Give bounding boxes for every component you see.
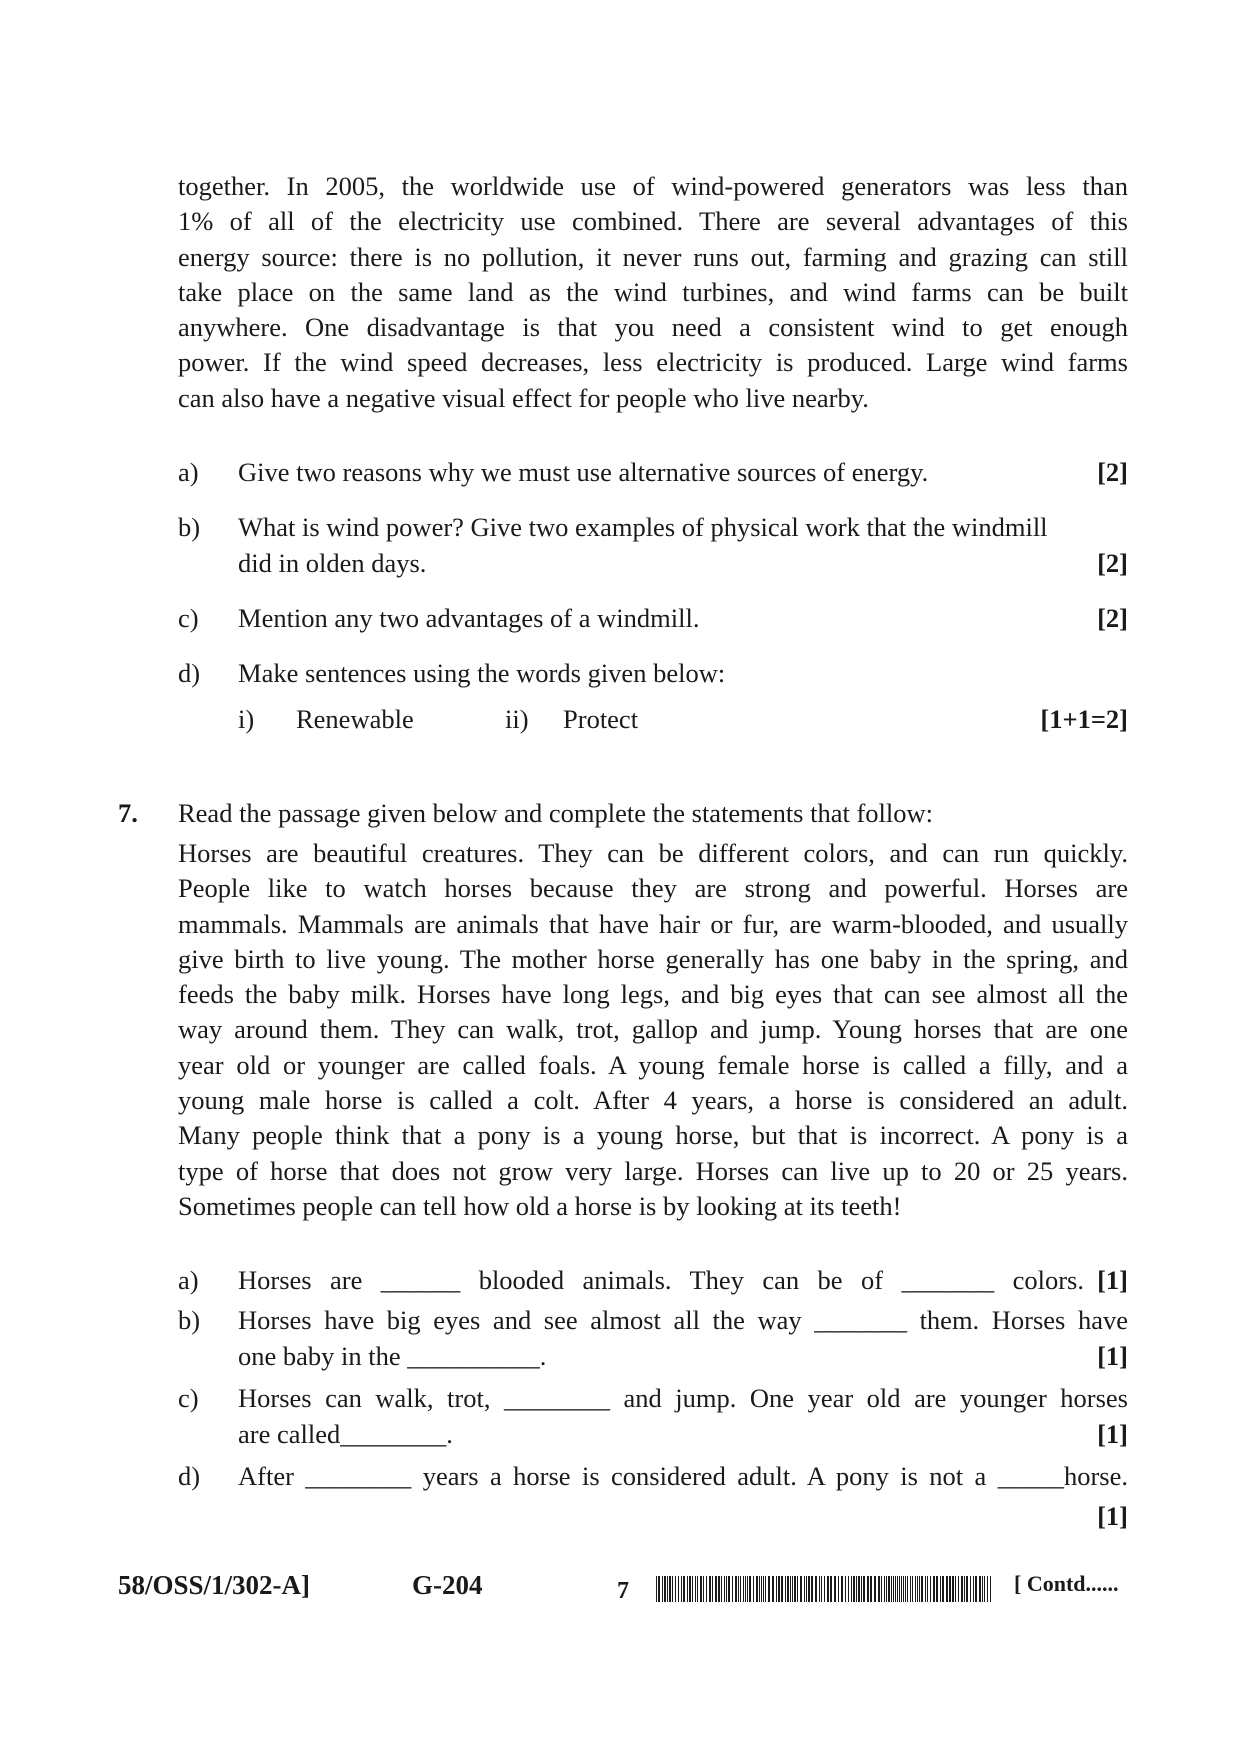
question-text: Mention any two advantages of a windmill.: [238, 603, 700, 633]
passage-wind: [178, 169, 1128, 416]
word-renewable: Renewable: [296, 704, 414, 734]
passage-line: feeds the baby milk. Horses have long legs, and big eyes that can see almost all the: [178, 979, 1128, 1010]
sub-label: ii): [505, 704, 529, 734]
sub-label: i): [238, 704, 255, 734]
question-number: 7.: [118, 798, 138, 828]
barcode-icon: [656, 1576, 996, 1602]
question-6d: [178, 655, 1128, 745]
passage-line: year old or younger are called foals. A young female horse is called a filly, and a: [178, 1049, 1128, 1080]
passage-line: young male horse is called a colt. After 4 years, a horse is considered an adult.: [178, 1085, 1128, 1116]
question-text: Give two reasons why we must use alternative sources of energy.: [238, 457, 929, 487]
passage-line: can also have a negative visual effect for people who live nearby.: [178, 382, 869, 413]
question-text: After ________ years a horse is considered adult. A pony is not a _____horse.: [238, 1461, 1128, 1491]
word-protect: Protect: [563, 704, 639, 734]
question-label: d): [178, 658, 201, 688]
question-7d: [178, 1458, 1128, 1530]
marks: [1]: [1097, 1341, 1128, 1371]
question-text: are called________.: [238, 1419, 453, 1449]
question-6c: [178, 600, 1128, 636]
question-label: b): [178, 1305, 201, 1335]
question-7a: [178, 1262, 1128, 1298]
marks: [2]: [1097, 548, 1128, 578]
passage-line: People like to watch horses because they are strong and powerful. Horses are: [178, 873, 1128, 904]
passage-line: mammals. Mammals are animals that have hair or fur, are warm-blooded, and usually: [178, 908, 1128, 939]
question-label: d): [178, 1461, 201, 1491]
question-text: Make sentences using the words given below:: [238, 658, 726, 688]
passage-line: type of horse that does not grow very large. Horses can live up to 20 or 25 years.: [178, 1155, 1128, 1186]
question-text: Horses are ______ blooded animals. They can be of _______ colors.: [238, 1265, 1084, 1295]
marks: [1+1=2]: [1040, 704, 1128, 734]
question-intro: Read the passage given below and complete the statements that follow:: [178, 798, 934, 828]
question-text: Horses have big eyes and see almost all the way _______ them. Horses have: [238, 1305, 1128, 1335]
marks: [1]: [1097, 1501, 1128, 1531]
question-label: c): [178, 603, 199, 633]
passage-line: give birth to live young. The mother horse generally has one baby in the spring, and: [178, 943, 1128, 974]
question-6a: [178, 454, 1128, 490]
question-text: one baby in the __________.: [238, 1341, 547, 1371]
question-label: a): [178, 457, 199, 487]
passage-line: power. If the wind speed decreases, less electricity is produced. Large wind farms: [178, 347, 1128, 378]
passage-horses: [178, 836, 1128, 1224]
passage-line: 1% of all of the electricity use combined. There are several advantages of this: [178, 206, 1128, 237]
marks: [2]: [1097, 457, 1128, 487]
page-number: 7: [617, 1578, 629, 1604]
passage-line: take place on the same land as the wind turbines, and wind farms can be built: [178, 276, 1128, 307]
passage-line: anywhere. One disadvantage is that you need a consistent wind to get enough: [178, 312, 1128, 343]
marks: [2]: [1097, 603, 1128, 633]
question-7c: [178, 1380, 1128, 1452]
continued-label: [ Contd......: [1014, 1571, 1119, 1596]
passage-line: energy source: there is no pollution, it never runs out, farming and grazing can still: [178, 241, 1128, 272]
question-text: did in olden days.: [238, 548, 427, 578]
marks: [1]: [1097, 1265, 1128, 1295]
passage-line: Sometimes people can tell how old a horse is by looking at its teeth!: [178, 1190, 902, 1221]
passage-line: Many people think that a pony is a young horse, but that is incorrect. A pony is a: [178, 1120, 1128, 1151]
question-7b: [178, 1302, 1128, 1374]
passage-line: way around them. They can walk, trot, gallop and jump. Young horses that are one: [178, 1014, 1128, 1045]
passage-line: together. In 2005, the worldwide use of wind-powered generators was less than: [178, 171, 1128, 201]
question-label: b): [178, 512, 201, 542]
series-code: G-204: [412, 1570, 483, 1600]
paper-code: 58/OSS/1/302-A]: [118, 1570, 311, 1600]
question-6b: [178, 509, 1128, 581]
marks: [1]: [1097, 1419, 1128, 1449]
question-text: Horses can walk, trot, ________ and jump. One year old are younger horses: [238, 1383, 1128, 1413]
question-label: a): [178, 1265, 199, 1295]
question-text: What is wind power? Give two examples of physical work that the windmill: [238, 512, 1048, 542]
passage-line: Horses are beautiful creatures. They can be different colors, and can run quickly.: [178, 838, 1128, 868]
question-label: c): [178, 1383, 199, 1413]
